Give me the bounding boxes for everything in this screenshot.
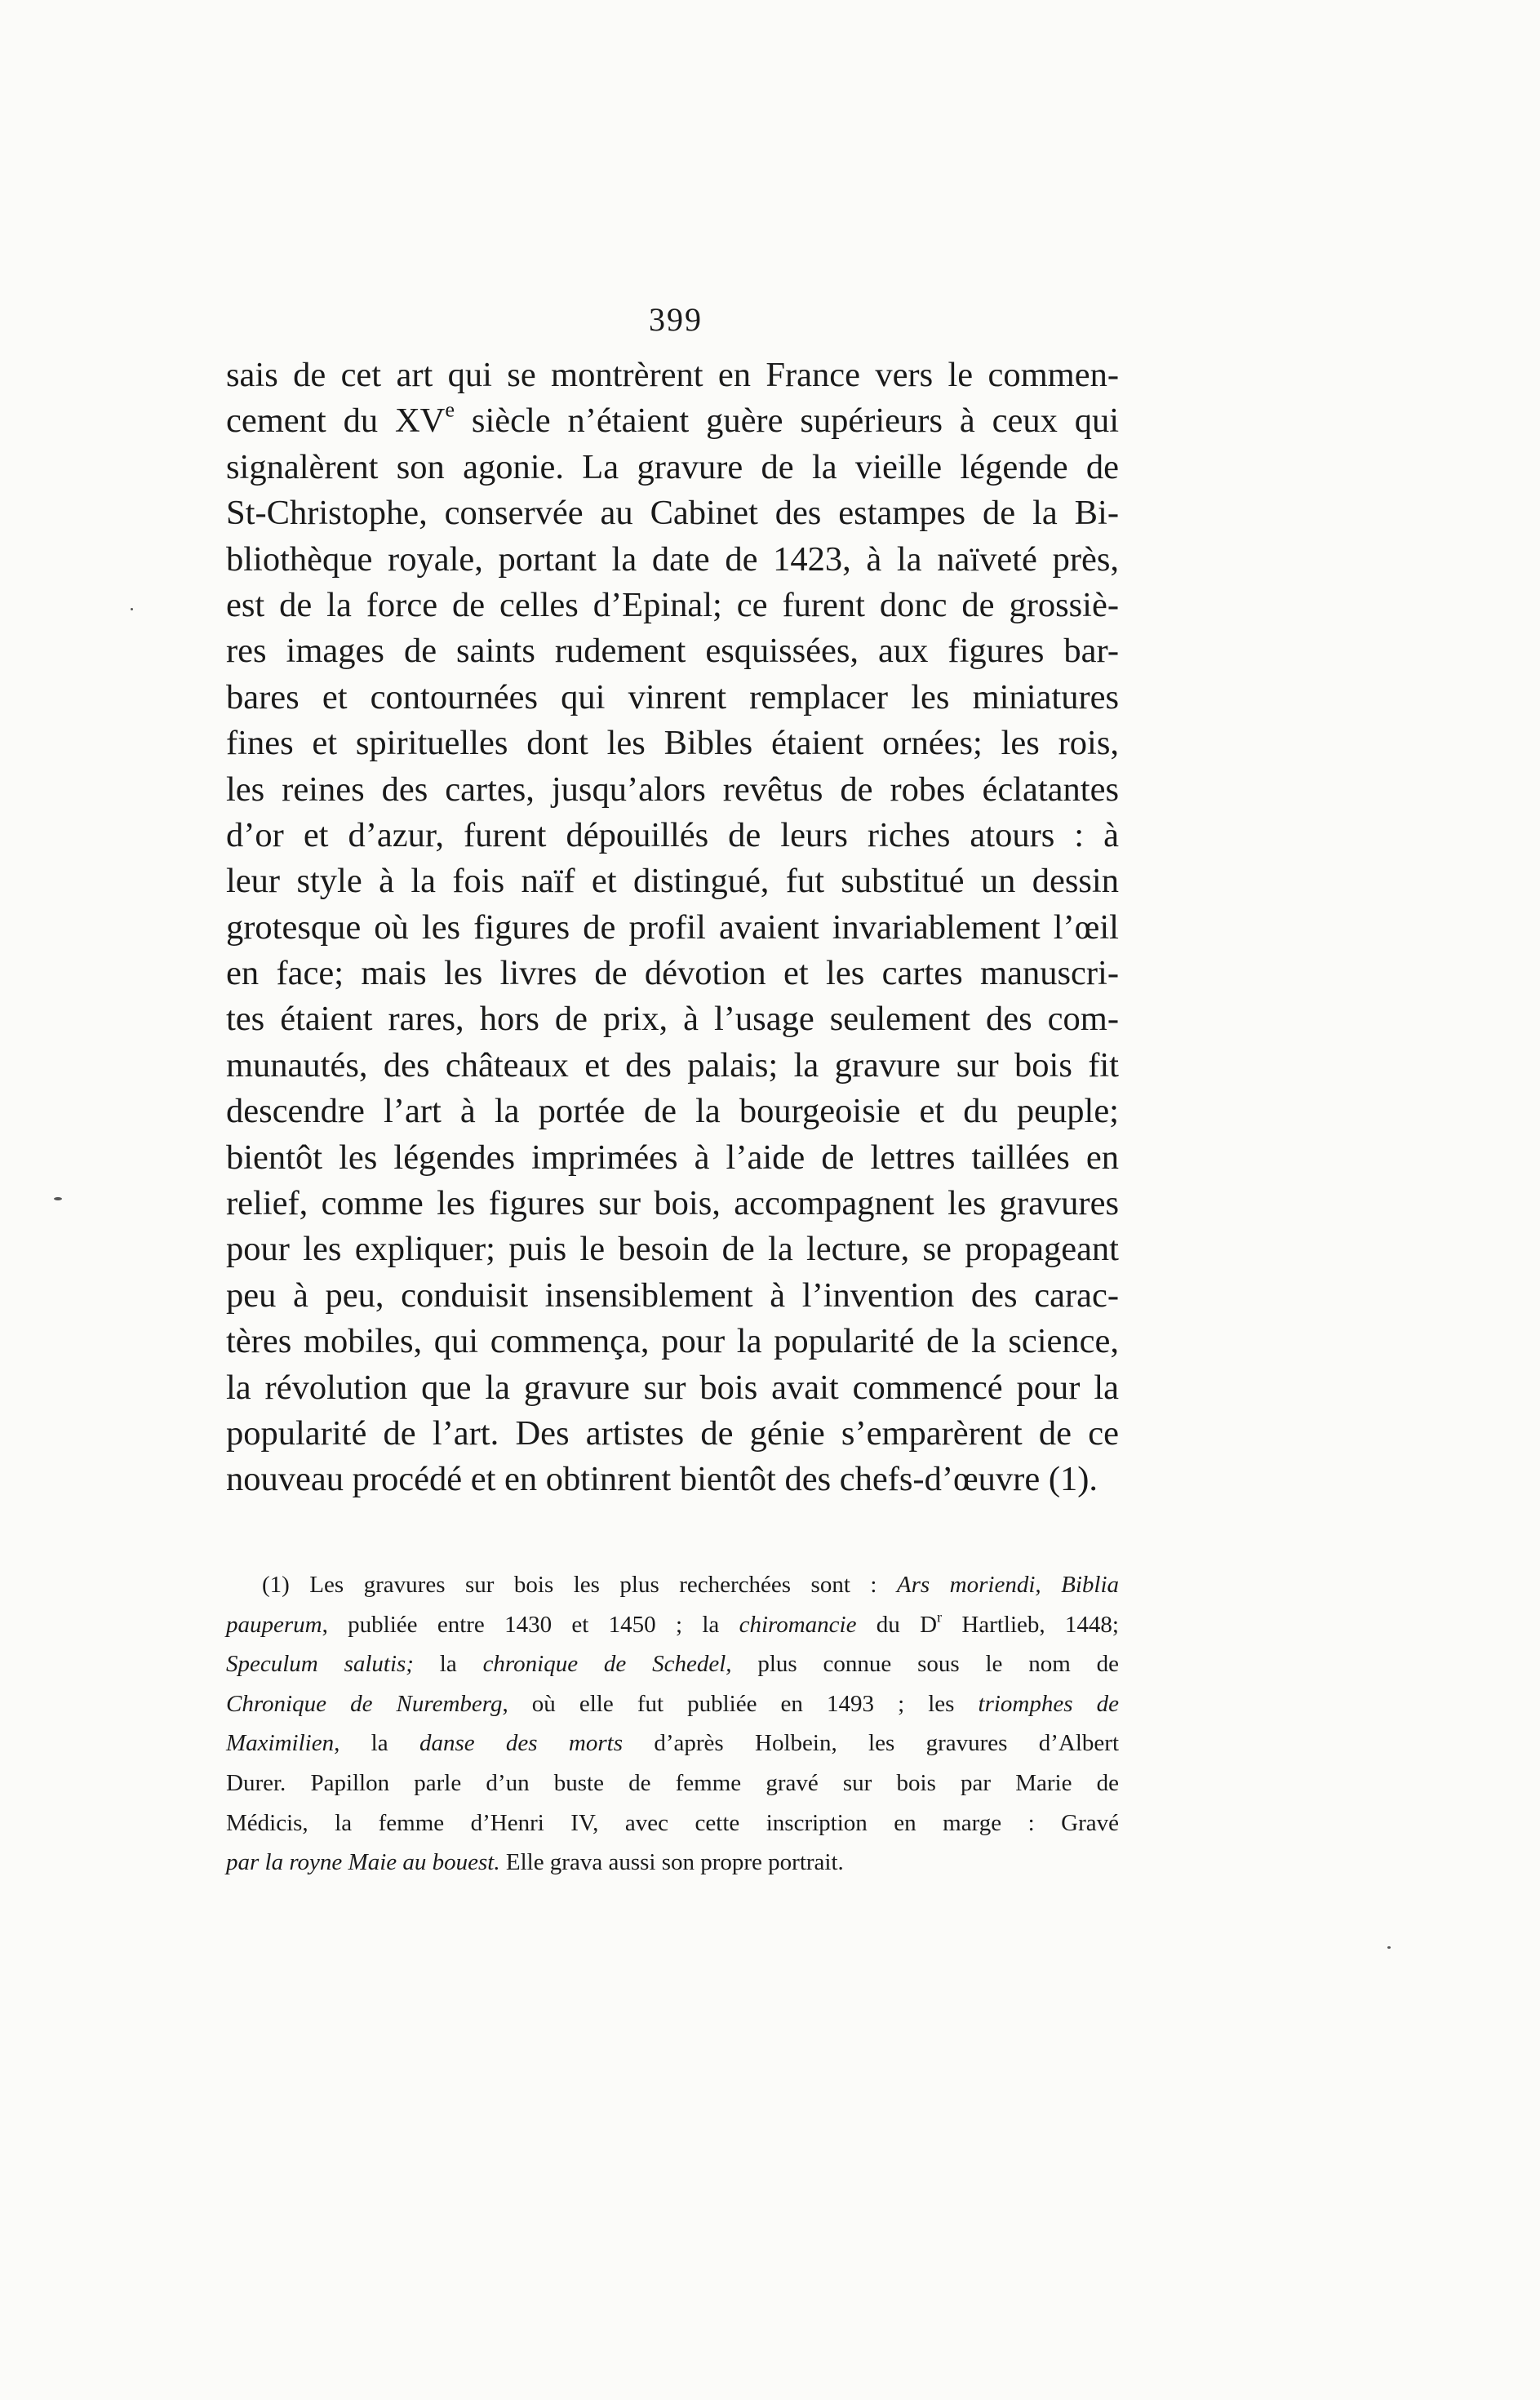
text-line: peu à peu, conduisit insensiblement à l’invention des carac-: [226, 1275, 1119, 1315]
text-line: bares et contournées qui vinrent remplacer les miniatures: [226, 677, 1119, 716]
text-line: res images de saints rudement esquissées, aux figures bar-: [226, 632, 1119, 671]
text-line: en face; mais les livres de dévotion et les cartes manuscri-: [226, 954, 1119, 993]
text-line: descendre l’art à la portée de la bourgeoisie et du peuple;: [226, 1092, 1119, 1131]
text-line: bliothèque royale, portant la date de 1423, à la naïveté près,: [226, 539, 1119, 579]
footnote-line: Maximilien, la danse des morts d’après Holbein, les gravures d’Albert: [226, 1730, 1119, 1757]
text-line: la révolution que la gravure sur bois avait commencé pour la: [226, 1368, 1119, 1407]
text-line: signalèrent son agonie. La gravure de la vieille légende de: [226, 447, 1119, 486]
text-line: nouveau procédé et en obtinrent bientôt des chefs-d’œuvre (1).: [226, 1460, 1098, 1499]
text-line: est de la force de celles d’Epinal; ce furent donc de grossiè-: [226, 585, 1119, 624]
page-number: 399: [649, 301, 703, 338]
text-line: grotesque où les figures de profil avaient invariablement l’œil: [226, 907, 1119, 947]
text-line: relief, comme les figures sur bois, accompagnent les gravures: [226, 1184, 1119, 1223]
superscript: r: [937, 1608, 943, 1626]
text-line: fines et spirituelles dont les Bibles étaient ornées; les rois,: [226, 724, 1119, 763]
text-line: tes étaient rares, hors de prix, à l’usage seulement des com-: [226, 1000, 1119, 1039]
text-line: leur style à la fois naïf et distingué, fut substitué un dessin: [226, 862, 1119, 901]
footnote: [226, 1565, 1119, 1883]
footnote-line: pauperum, publiée entre 1430 et 1450 ; la chiromancie du $D^r$ Hartlieb, 1448;: [226, 1608, 1119, 1638]
text-line: tères mobiles, qui commença, pour la popularité de la science,: [226, 1322, 1119, 1361]
text-line: munautés, des châteaux et des palais; la gravure sur bois fit: [226, 1045, 1119, 1085]
main-text: [226, 353, 1119, 1503]
footnote-line: Durer. Papillon parle d’un buste de femme gravé sur bois par Marie de: [226, 1769, 1119, 1796]
footnote-line: (1) Les gravures sur bois les plus recherchées sont : Ars moriendi, Biblia: [262, 1572, 1120, 1598]
footnote-line: Chronique de Nuremberg, où elle fut publiée en 1493 ; les triomphes de: [226, 1690, 1119, 1717]
footnote-line: Médicis, la femme d’Henri IV, avec cette inscription en marge : Gravé: [226, 1809, 1119, 1836]
footnote-line: Speculum salutis; la chronique de Schedel, plus connue sous le nom de: [226, 1651, 1119, 1678]
superscript: e: [445, 397, 455, 422]
ink-speck: [1387, 1946, 1391, 1949]
ink-speck: [131, 608, 133, 610]
footnote-line: par la royne Maie au bouest. Elle grava aussi son propre portrait.: [226, 1849, 844, 1876]
text-line: cement du XVe siècle n’étaient guère supérieurs à ceux qui: [226, 397, 1119, 441]
text-line: sais de cet art qui se montrèrent en France vers le commen-: [226, 356, 1119, 394]
ink-speck: [54, 1197, 62, 1200]
text-line: St-Christophe, conservée au Cabinet des estampes de la Bi-: [226, 494, 1119, 533]
text-line: bientôt les légendes imprimées à l’aide de lettres taillées en: [226, 1138, 1119, 1177]
text-line: les reines des cartes, jusqu’alors revêtus de robes éclatantes: [226, 770, 1119, 809]
text-line: d’or et d’azur, furent dépouillés de leurs riches atours : à: [226, 815, 1119, 854]
text-line: pour les expliquer; puis le besoin de la lecture, se propageant: [226, 1230, 1119, 1269]
text-line: popularité de l’art. Des artistes de génie s’emparèrent de ce: [226, 1413, 1119, 1453]
